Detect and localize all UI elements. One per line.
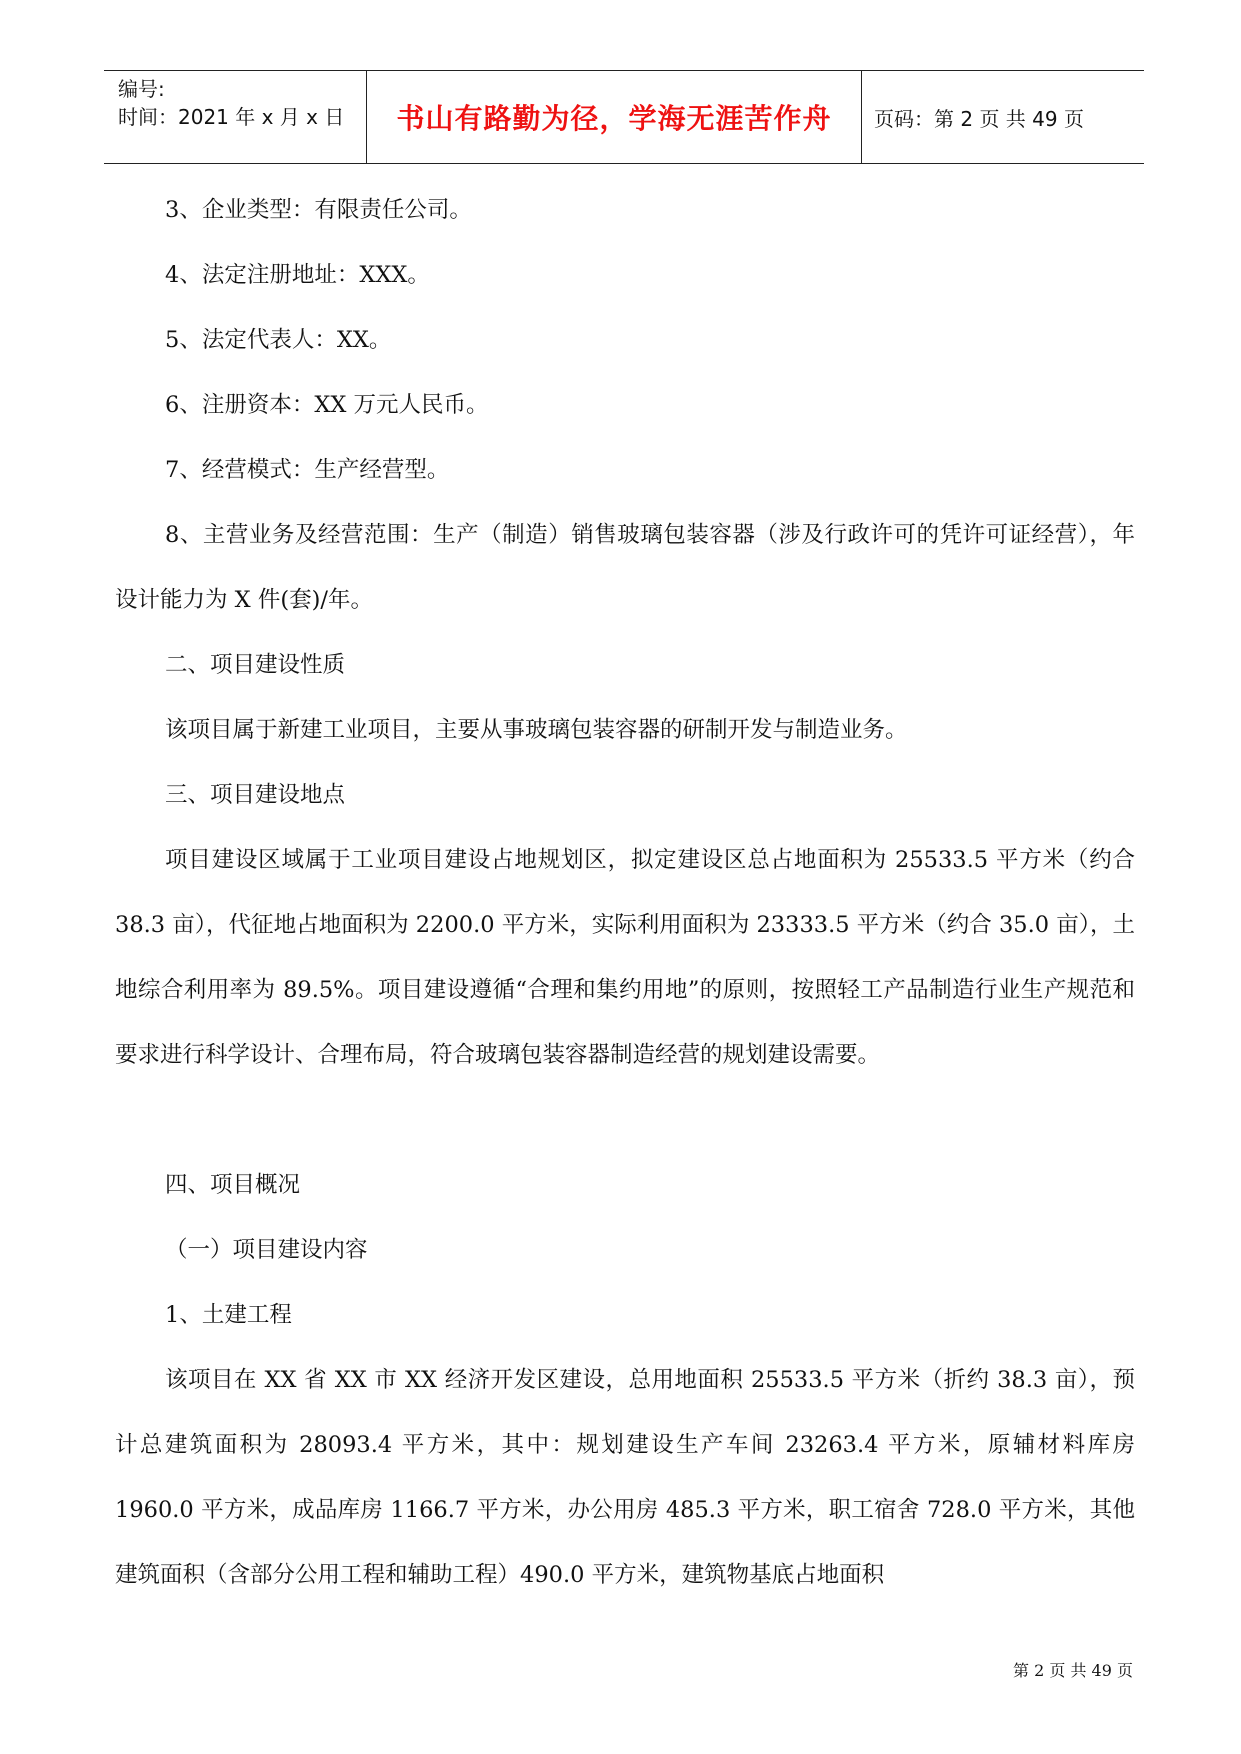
paragraph-civil-works: 该项目在 XX 省 XX 市 XX 经济开发区建设，总用地面积 25533.5 平方米（折约 38.3 亩），预计总建筑面积为 28093.4 平方米，其中：规划建设生产车间 23263.4 平方米，原辅材料库房 1960.0 平方米，成品库房 1166.7 平方米，办公用房 485.3 平方米，职工宿舍 728.0 平方米，其他建筑面积（含部分公用工程和辅助工程）490.0 平方米，建筑物基底占地面积 bbox=[115, 1367, 1135, 1588]
paragraph-business-scope: 8、主营业务及经营范围：生产（制造）销售玻璃包装容器（涉及行政许可的凭许可证经营），年设计能力为 X 件(套)/年。 bbox=[115, 522, 1135, 613]
paragraph-enterprise-type: 3、企业类型：有限责任公司。 bbox=[165, 197, 472, 223]
header-page-number: 页码：第 2 页 共 49 页 bbox=[874, 106, 1084, 131]
paragraph-registered-capital: 6、注册资本：XX 万元人民币。 bbox=[165, 392, 489, 418]
paragraph-nature: 该项目属于新建工业项目，主要从事玻璃包装容器的研制开发与制造业务。 bbox=[165, 717, 908, 743]
time-label: 时间：2021 年 x 月 x 日 bbox=[118, 105, 345, 129]
paragraph-registered-address: 4、法定注册地址：XXX。 bbox=[165, 262, 430, 288]
page-header bbox=[104, 70, 1144, 164]
header-motto: 书山有路勤为径，学海无涯苦作舟 bbox=[396, 102, 832, 135]
page-footer: 第 2 页 共 49 页 bbox=[1013, 1661, 1133, 1680]
paragraph-legal-representative: 5、法定代表人：XX。 bbox=[165, 327, 392, 353]
section-heading-overview: 四、项目概况 bbox=[165, 1172, 301, 1198]
paragraph-location: 项目建设区域属于工业项目建设占地规划区，拟定建设区总占地面积为 25533.5 平方米（约合 38.3 亩），代征地占地面积为 2200.0 平方米，实际利用面积为 23333.5 平方米（约合 35.0 亩），土地综合利用率为 89.5%。项目建设遵循“合理和集约用地”的原则，按照轻工产品制造行业生产规范和要求进行科学设计、合理布局，符合玻璃包装容器制造经营的规划建设需要。 bbox=[115, 847, 1135, 1068]
section-heading-nature: 二、项目建设性质 bbox=[165, 652, 346, 678]
section-heading-location: 三、项目建设地点 bbox=[165, 782, 346, 808]
header-divider bbox=[861, 71, 862, 163]
subsection-heading-content: （一）项目建设内容 bbox=[165, 1237, 368, 1263]
paragraph-business-mode: 7、经营模式：生产经营型。 bbox=[165, 457, 450, 483]
subsection-heading-civil: 1、土建工程 bbox=[165, 1302, 292, 1328]
code-label: 编号: bbox=[118, 77, 165, 101]
